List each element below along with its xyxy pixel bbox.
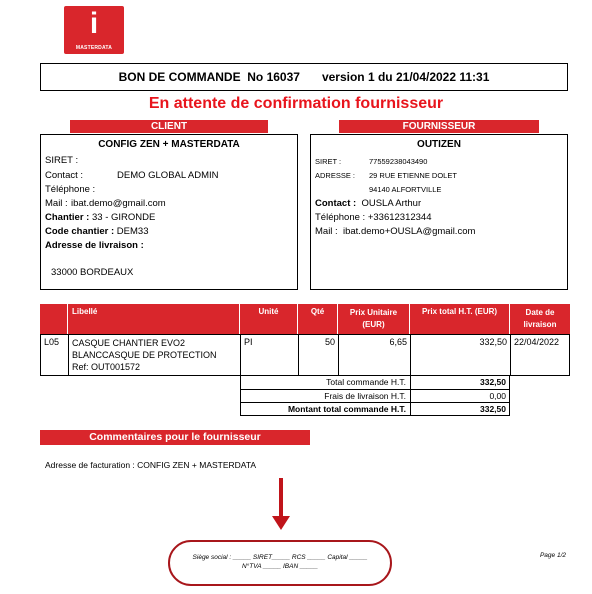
- client-delivery-label: Adresse de livraison :: [45, 240, 144, 251]
- supplier-phone-label: Téléphone :: [315, 212, 366, 223]
- footer-line2: N°TVA _____ IBAN _____: [241, 563, 319, 570]
- doc-label: BON DE COMMANDE: [118, 70, 241, 84]
- supplier-address-line1: 29 RUE ETIENNE DOLET: [369, 171, 457, 180]
- row-libelle: CASQUE CHANTIER EVO2 BLANCCASQUE DE PROTECTION Ref: OUT001572: [69, 335, 241, 375]
- client-phone-label: Téléphone :: [45, 184, 96, 195]
- client-siret-label: SIRET :: [45, 155, 79, 166]
- client-mail-label: Mail :: [45, 198, 68, 209]
- supplier-mail-label: Mail :: [315, 226, 338, 237]
- doc-number: No 16037: [247, 70, 300, 84]
- supplier-header: FOURNISSEUR: [339, 120, 539, 133]
- client-header: CLIENT: [70, 120, 268, 133]
- row-prix-total: 332,50: [411, 335, 511, 375]
- row-date: 22/04/2022: [514, 337, 560, 347]
- row-unite: PI: [241, 335, 299, 375]
- client-contact-label: Contact :: [45, 170, 84, 181]
- document-title: [40, 63, 568, 91]
- supplier-address-label: ADRESSE :: [315, 171, 356, 180]
- client-code-chantier-label: Code chantier :: [45, 226, 115, 237]
- client-contact-value: DEMO GLOBAL ADMIN: [117, 170, 219, 181]
- billing-address: Adresse de facturation : CONFIG ZEN + MASTERDATA: [45, 460, 257, 470]
- col-qte: Qté: [298, 304, 338, 334]
- table-row: [40, 334, 570, 376]
- supplier-siret-label: SIRET :: [315, 157, 342, 166]
- info-icon: i: [89, 7, 99, 40]
- footer-highlight: [168, 540, 392, 586]
- montant-value: 332,50: [480, 404, 506, 414]
- client-name: CONFIG ZEN + MASTERDATA: [98, 139, 240, 150]
- footer-line1: Siège social : _____ SIRET_____ RCS _____ Capital _____: [192, 554, 368, 561]
- client-chantier-value: 33 - GIRONDE: [91, 212, 156, 223]
- client-panel: [40, 134, 298, 290]
- montant-label: Montant total commande H.T.: [241, 403, 411, 415]
- supplier-address-line2: 94140 ALFORTVILLE: [369, 185, 442, 194]
- doc-version: version 1 du 21/04/2022 11:31: [321, 70, 490, 84]
- supplier-name: OUTIZEN: [417, 139, 461, 150]
- order-status: En attente de confirmation fournisseur: [148, 95, 444, 112]
- row-qte: 50: [299, 335, 339, 375]
- supplier-siret-value: 77559238043490: [369, 157, 428, 166]
- total-label: Total commande H.T.: [241, 376, 411, 389]
- total-value: 332,50: [480, 377, 506, 387]
- col-prix-total: Prix total H.T. (EUR): [410, 304, 510, 334]
- frais-label: Frais de livraison H.T.: [241, 390, 411, 402]
- row-code: L05: [41, 335, 69, 375]
- client-delivery-city: 33000 BORDEAUX: [51, 267, 134, 278]
- arrow-head-icon: [272, 516, 290, 530]
- logo-text: MASTERDATA: [75, 45, 113, 51]
- supplier-panel: [310, 134, 568, 290]
- supplier-contact-label: Contact :: [315, 198, 357, 209]
- supplier-contact-value: OUSLA Arthur: [361, 198, 422, 209]
- page-number: Page 1/2: [539, 552, 566, 559]
- client-mail-value: ibat.demo@gmail.com: [71, 198, 166, 209]
- supplier-phone-value: +33612312344: [367, 212, 432, 223]
- client-code-chantier-value: DEM33: [116, 226, 149, 237]
- company-logo: [64, 6, 124, 54]
- comments-header: Commentaires pour le fournisseur: [40, 430, 310, 445]
- col-prix-unitaire: Prix Unitaire (EUR): [338, 304, 410, 334]
- col-code: [40, 304, 68, 334]
- col-libelle: Libellé: [68, 304, 240, 334]
- client-chantier-label: Chantier :: [45, 212, 90, 223]
- row-prix-unitaire: 6,65: [339, 335, 411, 375]
- col-date-livraison: Date de livraison: [523, 308, 557, 329]
- totals-block: [240, 376, 510, 416]
- arrow-down-icon: [279, 478, 283, 518]
- col-unite: Unité: [240, 304, 298, 334]
- order-table-header: [40, 304, 570, 334]
- supplier-mail-value: ibat.demo+OUSLA@gmail.com: [342, 226, 476, 237]
- frais-value: 0,00: [489, 391, 506, 401]
